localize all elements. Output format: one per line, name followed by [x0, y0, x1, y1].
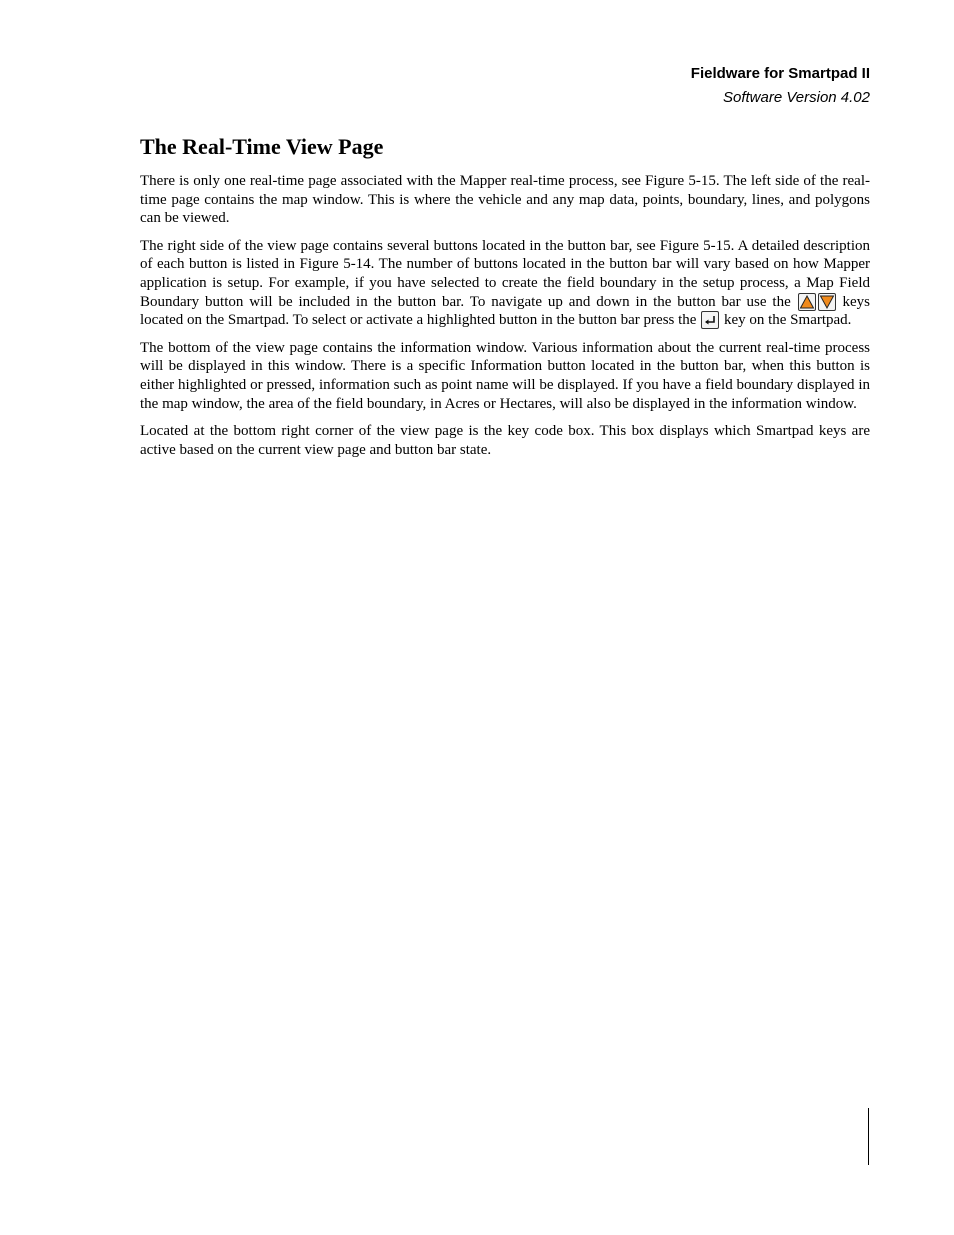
- paragraph-2-part-a: The right side of the view page contains several buttons located in the button bar, see Figure 5-15. A detailed description of each button is listed in Figure 5-14. The number of buttons located in the button bar will vary based on how Mapper application is setup. For example, if you have selected to create the field boundary in the setup process, a Map Field Boundary button will be included in the button bar. To navigate up and down in the button bar use the: [140, 237, 870, 310]
- paragraph-3: The bottom of the view page contains the information window. Various information about the current real-time process will be displayed in this window. There is a specific Information button located in the button bar, when this button is either highlighted or pressed, information such as point name will be displayed. If you have a field boundary displayed in the map window, the area of the field boundary, in Acres or Hectares, will also be displayed in the information window.: [140, 339, 870, 412]
- page-header: [691, 64, 870, 108]
- paragraph-2: [140, 237, 870, 330]
- header-version: Software Version 4.02: [722, 89, 870, 106]
- paragraph-4: Located at the bottom right corner of the view page is the key code box. This box displays which Smartpad keys are active based on the current view page and button bar state.: [140, 423, 870, 458]
- down-arrow-key-icon: [818, 293, 836, 311]
- main-content: [140, 132, 870, 468]
- paragraph-2-part-b: keys located on the Smartpad. To select or activate a highlighted button in the button bar press the: [140, 293, 871, 329]
- enter-key-icon: [701, 311, 719, 329]
- paragraph-2-part-c: key on the Smartpad.: [723, 312, 852, 329]
- up-arrow-key-icon: [798, 293, 816, 311]
- section-title: The Real-Time View Page: [140, 134, 384, 159]
- paragraph-1: There is only one real-time page associated with the Mapper real-time process, see Figure 5-15. The left side of the real-time page contains the map window. This is where the vehicle and any map data, points, boundary, lines, and polygons can be viewed.: [140, 173, 870, 227]
- header-title: Fieldware for Smartpad II: [690, 65, 870, 82]
- margin-rule: [868, 1108, 869, 1165]
